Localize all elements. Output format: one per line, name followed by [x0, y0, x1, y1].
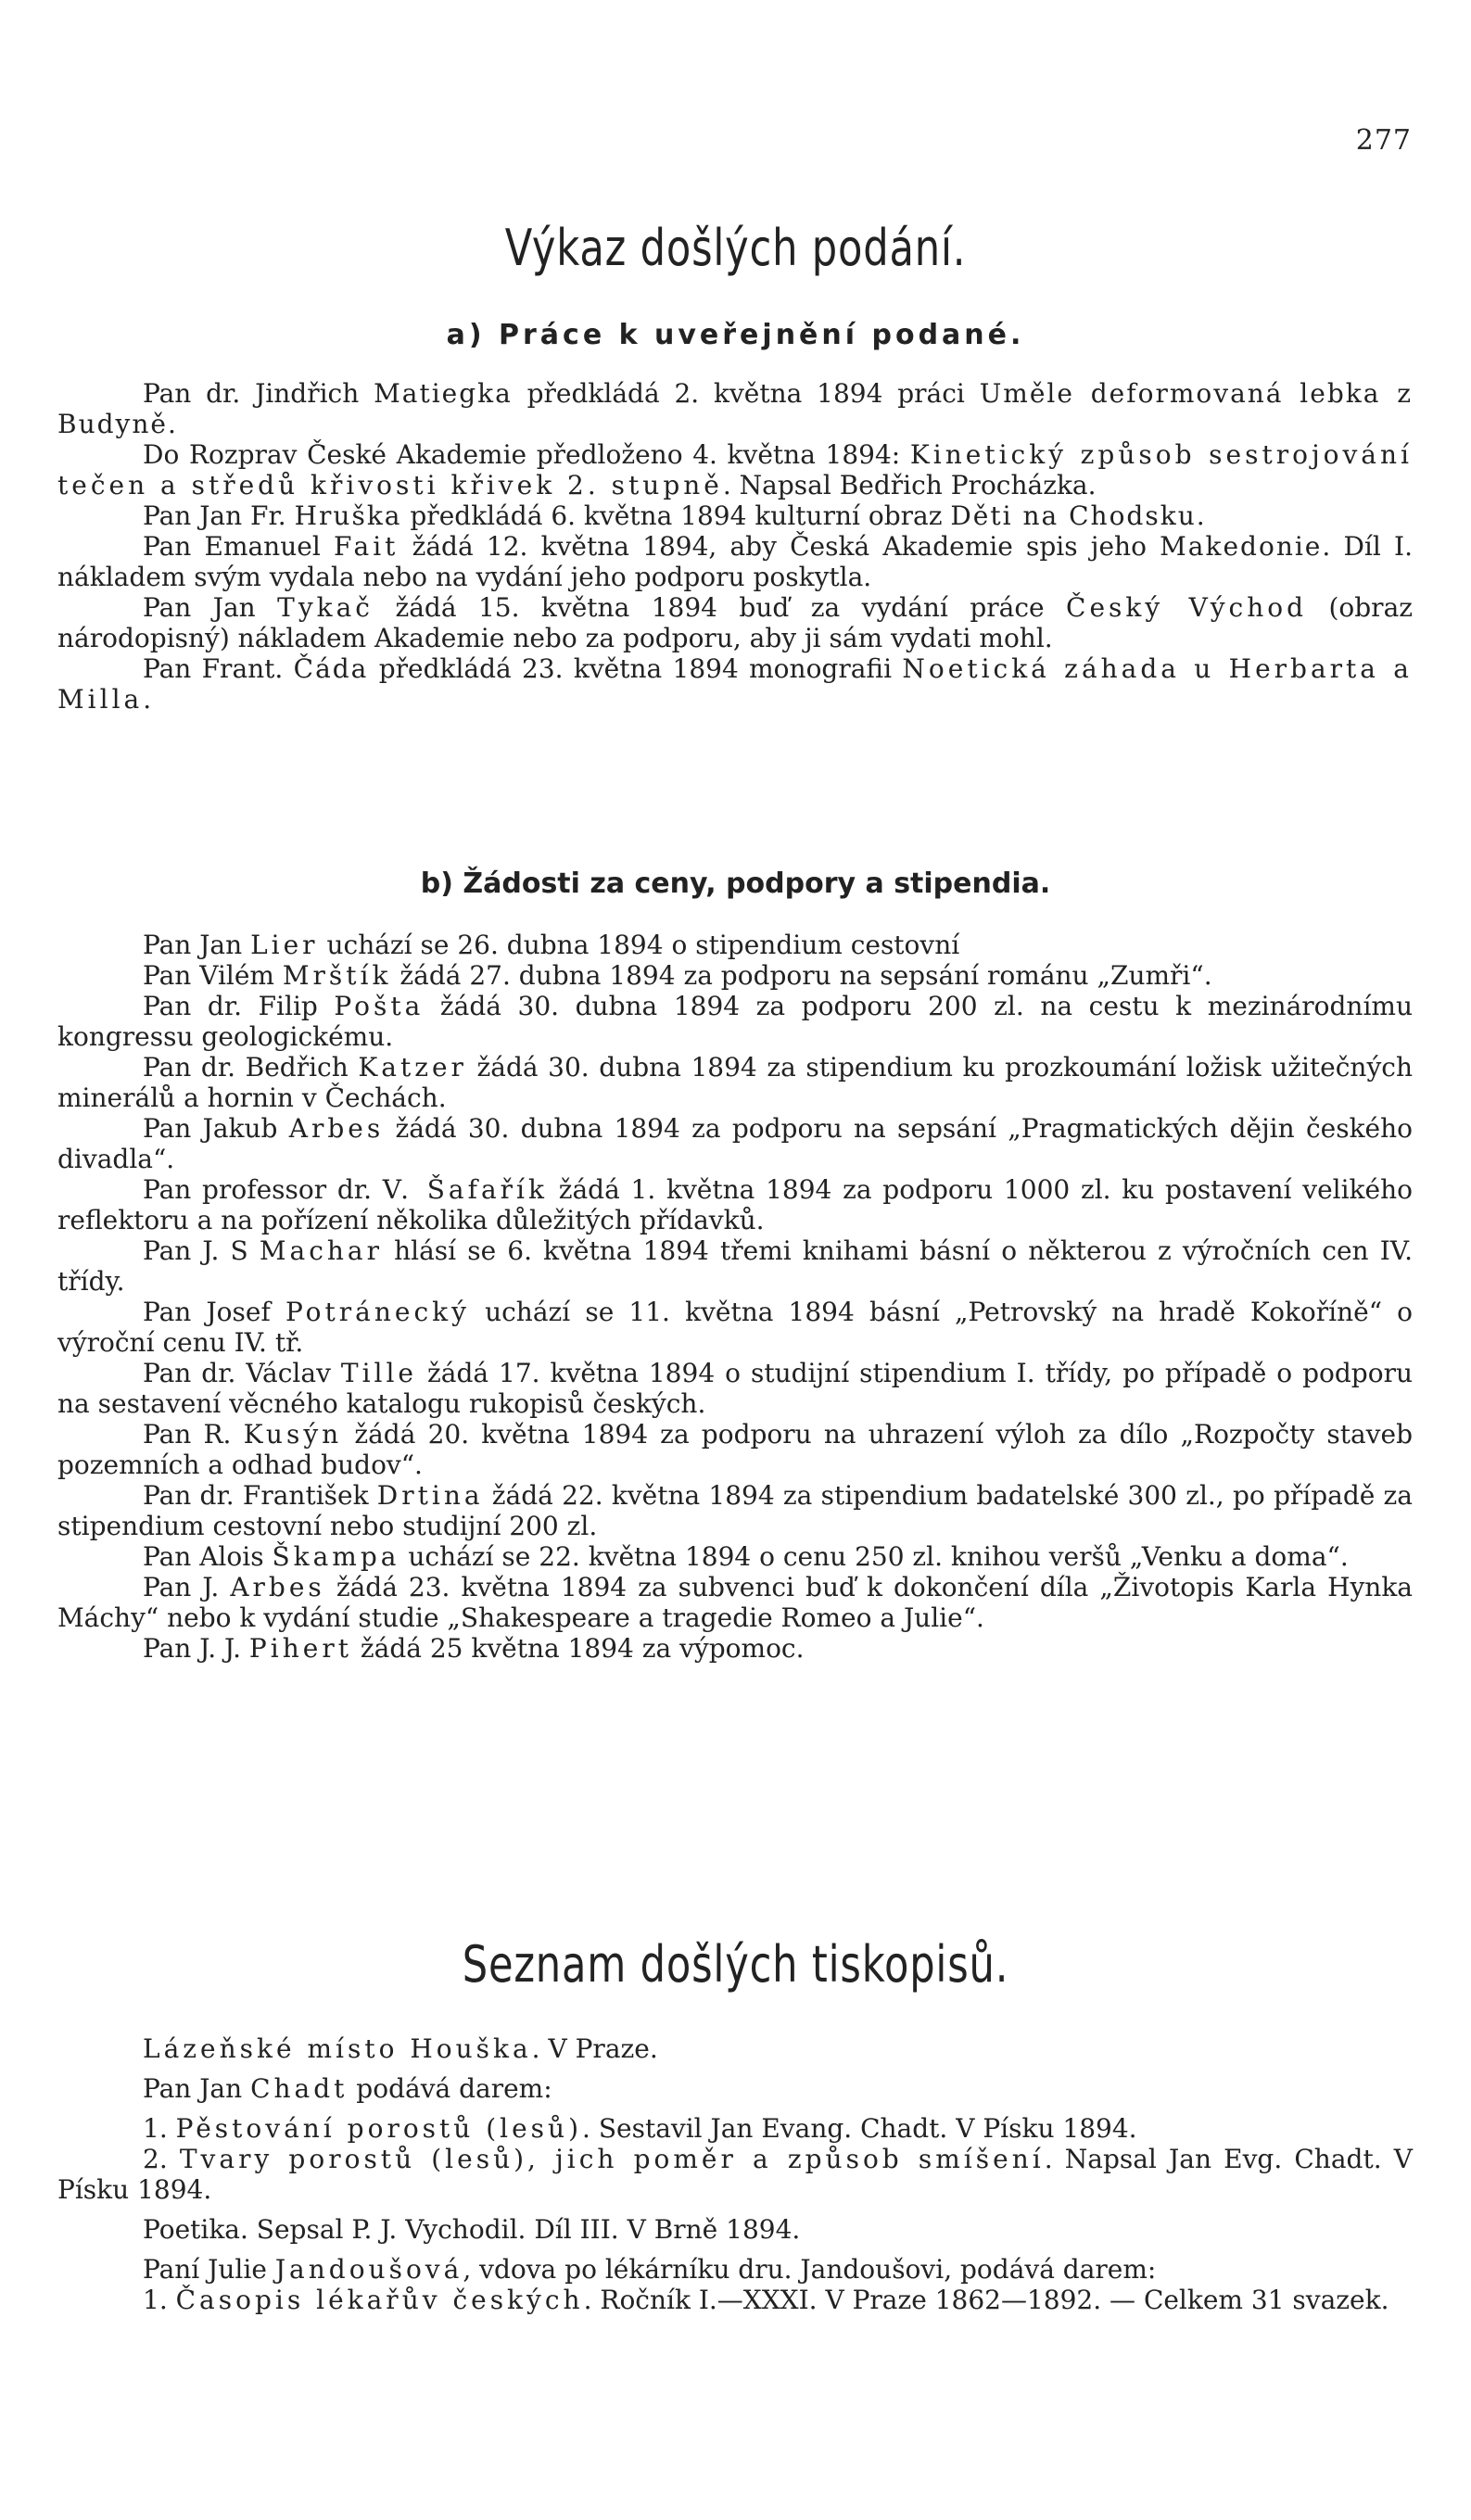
entry-b-10: Pan R. Kusýn žádá 20. května 1894 za podporu na uhrazení výloh za dílo „Rozpočty staveb pozemních a odhad budov“.	[57, 1419, 1413, 1480]
entry-b-9: Pan dr. Václav Tille žádá 17. května 1894 o studijní stipendium I. třídy, po případě o podporu na sestavení věcného katalogu rukopisů českých.	[57, 1358, 1413, 1419]
entry-a-5: Pan Jan Tykač žádá 15. května 1894 buď za vydání práce Český Východ (obraz národopisný) nákladem Akademie nebo za podporu, aby ji sám vydati mohl.	[57, 592, 1414, 653]
entry-b-4: Pan dr. Bedřich Katzer žádá 30. dubna 1894 za stipendium ku prozkoumání ložisk užitečných minerálů a hornin v Čechách.	[57, 1052, 1413, 1113]
entry-a-1: Pan dr. Jindřich Matiegka předkládá 2. května 1894 práci Uměle deformovaná lebka z Budyně.	[57, 378, 1413, 439]
entry-c-4: 2. Tvary porostů (lesů), jich poměr a způsob smíšení. Napsal Jan Evg. Chadt. V Písku 1894.	[57, 2144, 1413, 2205]
entry-c-7: 1. Časopis lékařův českých. Ročník I.—XXXI. V Praze 1862—1892. — Celkem 31 svazek.	[143, 2285, 1389, 2315]
entry-b-8: Pan Josef Potránecký uchází se 11. května 1894 básní „Petrovský na hradě Kokoříně“ o výroční cenu IV. tř.	[57, 1297, 1413, 1358]
entry-b-5: Pan Jakub Arbes žádá 30. dubna 1894 za podporu na sepsání „Pragmatických dějin českého divadla“.	[57, 1113, 1414, 1174]
section-c-entries	[57, 2033, 1413, 2315]
section-b-entries	[57, 930, 1413, 1664]
entry-b-7: Pan J. S Machar hlásí se 6. května 1894 třemi knihami básní o některou z výročních cen IV. třídy.	[57, 1235, 1413, 1297]
entry-c-3: 1. Pěstování porostů (lesů). Sestavil Jan Evang. Chadt. V Písku 1894.	[143, 2113, 1137, 2144]
heading-zadosti: b) Žádosti za ceny, podpory a stipendia.	[420, 867, 1051, 900]
section-a-entries	[57, 378, 1413, 715]
entry-b-3: Pan dr. Filip Pošta žádá 30. dubna 1894 za podporu 200 zl. na cestu k mezinárodnímu kongressu geologickému.	[57, 991, 1414, 1052]
entry-c-1: Lázeňské místo Houška. V Praze.	[143, 2033, 658, 2064]
entry-b-14: Pan J. J. Pihert žádá 25 května 1894 za výpomoc.	[143, 1633, 805, 1664]
section-title-seznam: Seznam došlých tiskopisů.	[462, 1935, 1009, 1994]
heading-prace-k-uverejneni: a) Práce k uveřejnění podané.	[446, 319, 1025, 351]
entry-c-5: Poetika. Sepsal P. J. Vychodil. Díl III. V Brně 1894.	[143, 2214, 801, 2245]
entry-c-2: Pan Jan Chadt podává darem:	[143, 2073, 552, 2104]
page-number: 277	[1355, 124, 1412, 157]
entry-a-3: Pan Jan Fr. Hruška předkládá 6. května 1894 kulturní obraz Děti na Chodsku.	[143, 500, 1205, 531]
entry-b-11: Pan dr. František Drtina žádá 22. května 1894 za stipendium badatelské 300 zl., po případě za stipendium cestovní nebo studijní 200 zl.	[57, 1480, 1413, 1541]
entry-b-6: Pan professor dr. V. Šafařík žádá 1. května 1894 za podporu 1000 zl. ku postavení velikého reflektoru a na pořízení několika důležitých přídavků.	[57, 1174, 1413, 1235]
entry-b-2: Pan Vilém Mrštík žádá 27. dubna 1894 za podporu na sepsání románu „Zumři“.	[143, 960, 1212, 991]
section-title-vykaz: Výkaz došlých podání.	[504, 219, 967, 277]
entry-b-1: Pan Jan Lier uchází se 26. dubna 1894 o stipendium cestovní	[143, 930, 960, 960]
entry-c-6: Paní Julie Jandoušová, vdova po lékárníku dru. Jandoušovi, podává darem:	[143, 2254, 1157, 2285]
entry-b-13: Pan J. Arbes žádá 23. května 1894 za subvenci buď k dokončení díla „Životopis Karla Hynka Máchy“ nebo k vydání studie „Shakespeare a tragedie Romeo a Julie“.	[57, 1572, 1413, 1633]
entry-b-12: Pan Alois Škampa uchází se 22. května 1894 o cenu 250 zl. knihou veršů „Venku a doma“.	[143, 1541, 1349, 1572]
entry-a-4: Pan Emanuel Fait žádá 12. května 1894, aby Česká Akademie spis jeho Makedonie. Díl I. nákladem svým vydala nebo na vydání jeho podporu poskytla.	[57, 531, 1414, 592]
entry-a-6: Pan Frant. Čáda předkládá 23. května 1894 monografii Noetická záhada u Herbarta a Milla.	[57, 653, 1413, 715]
entry-a-2: Do Rozprav České Akademie předloženo 4. května 1894: Kinetický způsob sestrojování tečen a středů křivosti křivek 2. stupně. Napsal Bedřich Procházka.	[57, 439, 1413, 500]
